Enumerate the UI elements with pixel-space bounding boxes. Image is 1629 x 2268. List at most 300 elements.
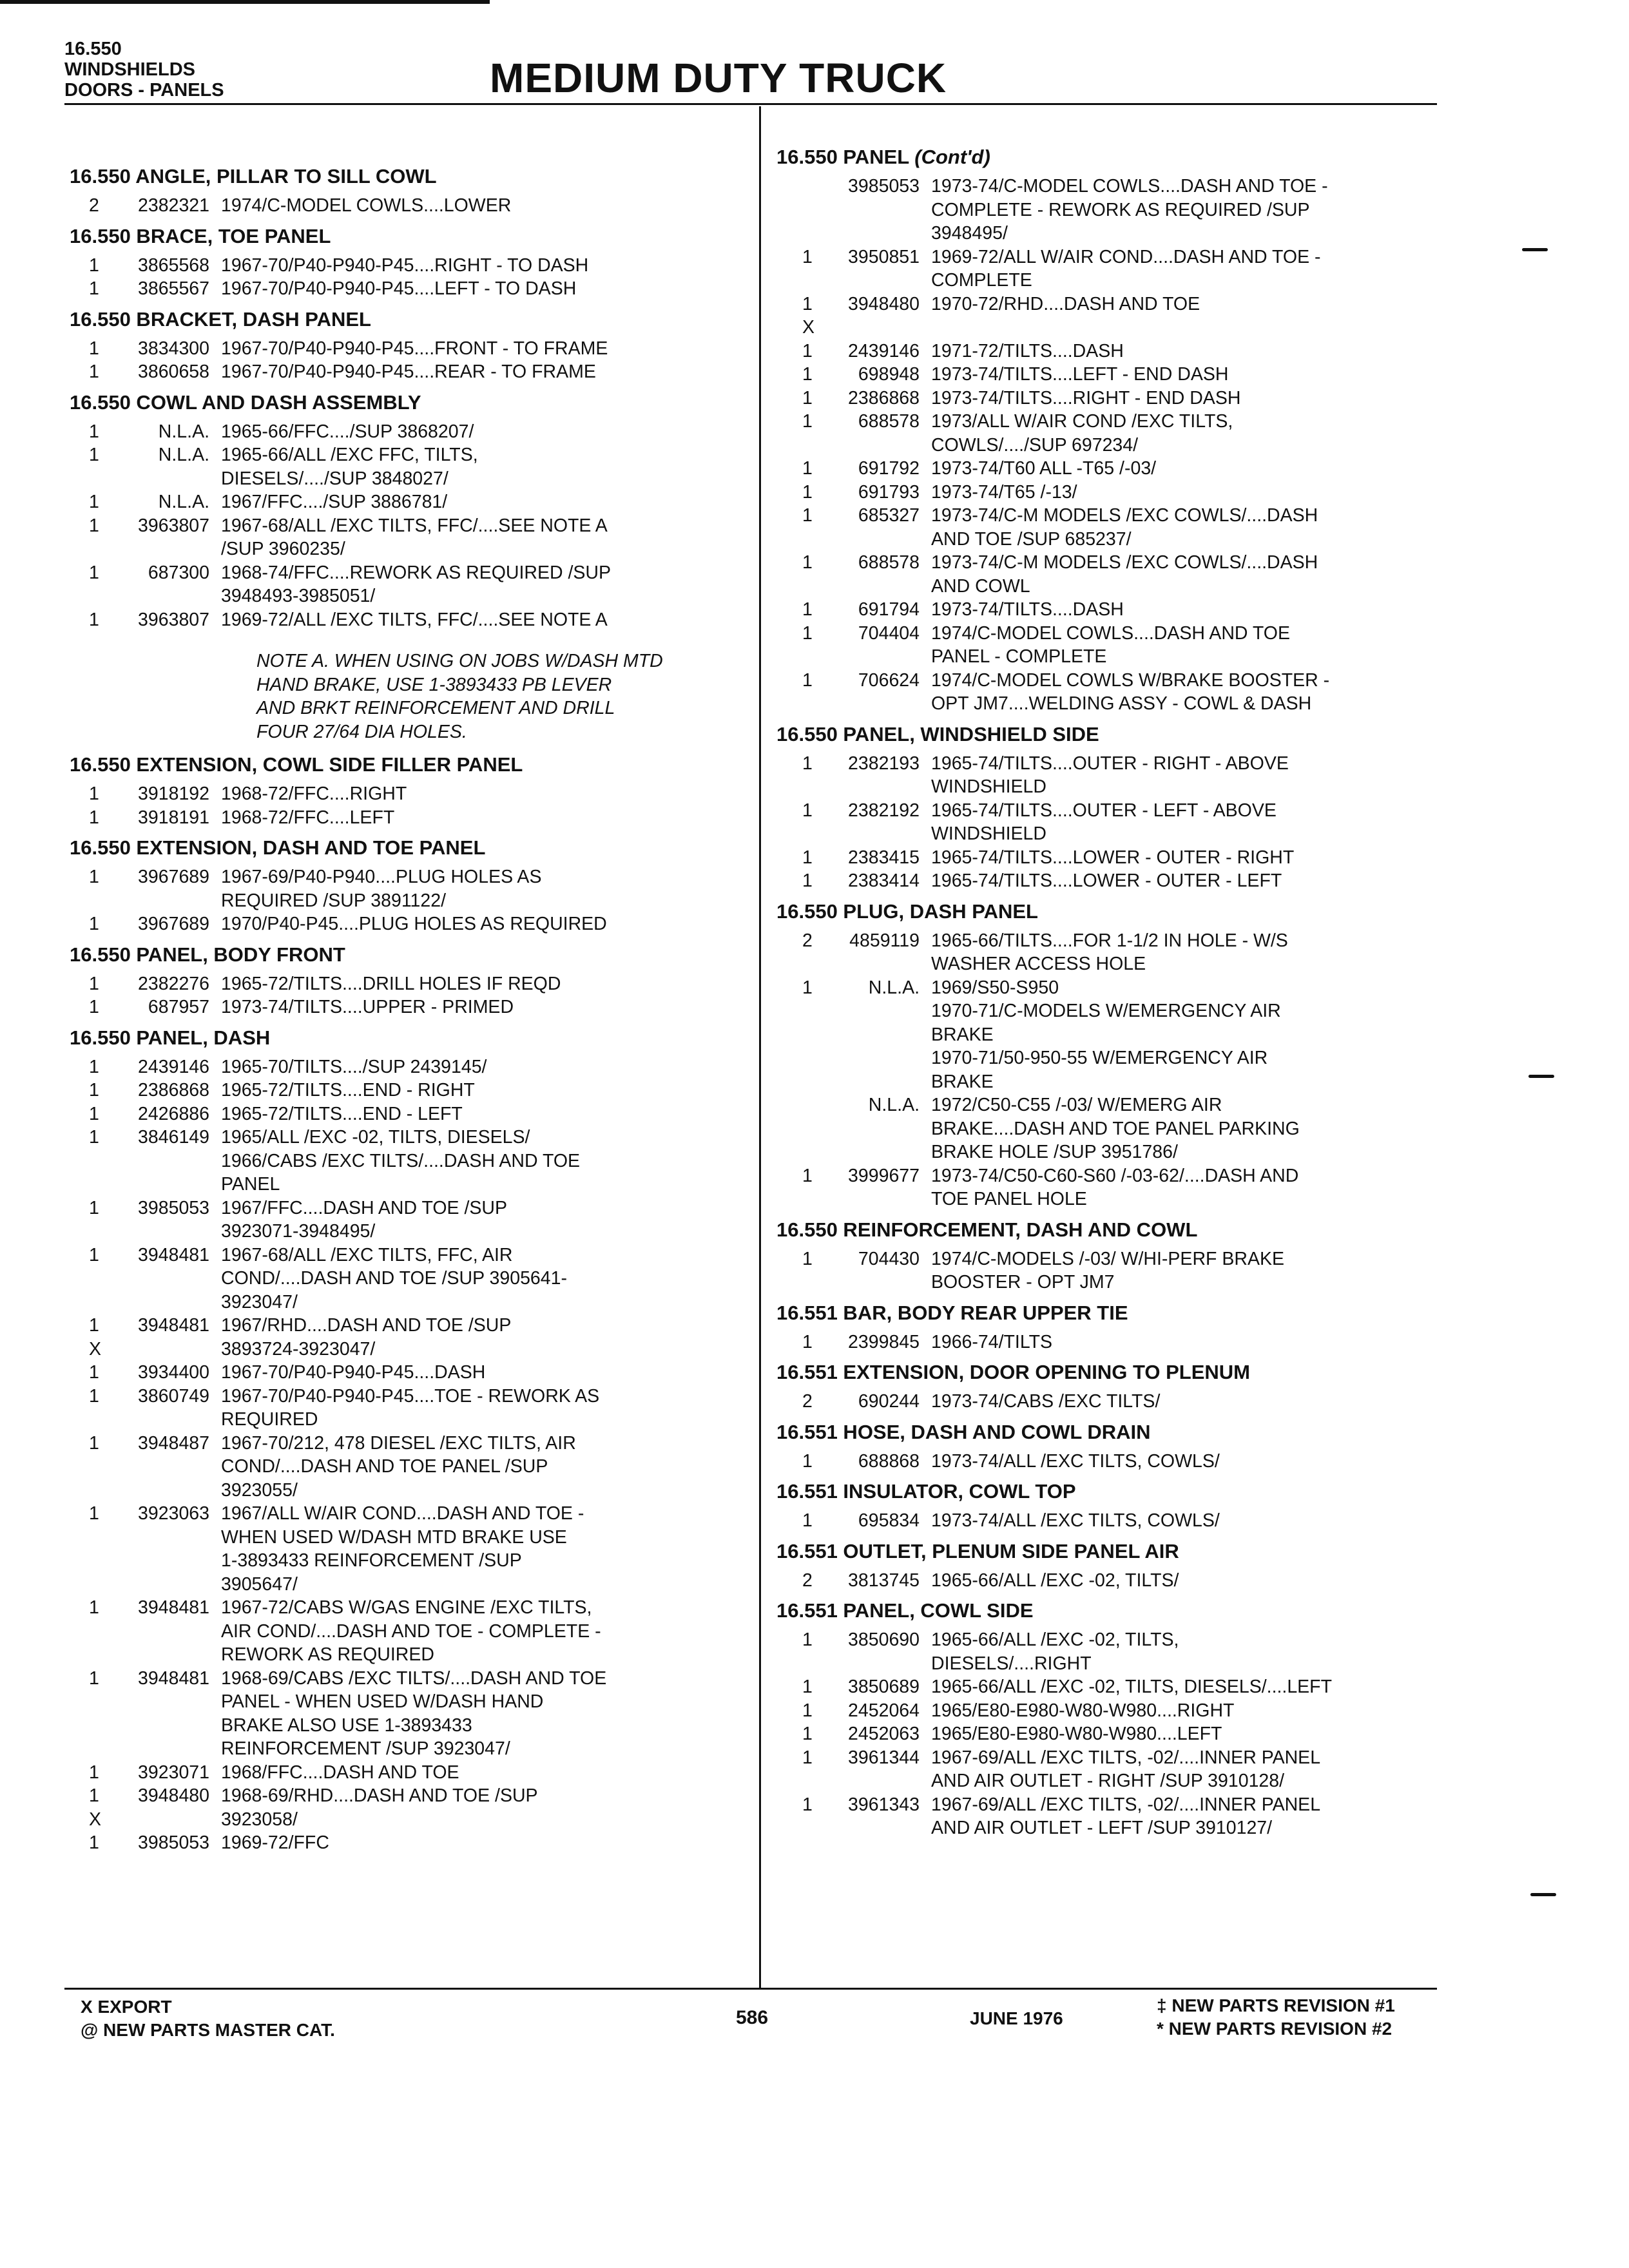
part-description: 1973-74/ALL /EXC TILTS, COWLS/ [931,1450,1220,1472]
part-qty: 1 [89,973,99,994]
part-qty [776,1093,818,1164]
part-number: 2382276 [138,973,209,994]
part-qty: 1 [802,1165,813,1186]
part-description: 1965-74/TILTS....LOWER - OUTER - RIGHT [931,847,1295,868]
part-row [776,1793,1460,1840]
part-description: 1967/RHD....DASH AND TOE /SUP 3893724-3923047/ [221,1315,512,1360]
part-row [70,1784,746,1831]
part-qty: 1 [89,783,99,804]
continued-label: (Cont'd) [914,146,990,168]
part-number: N.L.A. [868,1095,920,1115]
part-row [776,929,1460,976]
part-qty: 1 [89,1385,99,1407]
section-heading [776,1301,1460,1325]
parts-section [70,224,746,301]
part-row [776,1569,1460,1593]
part-qty: 1 [802,458,813,479]
part-qty: 1 X [89,1315,102,1360]
part-description: 1967-72/CABS W/GAS ENGINE /EXC TILTS, AIR COND/....DASH AND TOE - COMPLETE - REWORK AS REQUIRED [221,1597,601,1665]
section-heading-text: 16.550 PANEL, BODY FRONT [70,943,345,966]
part-number: 3923063 [138,1503,209,1524]
part-row [70,1667,746,1761]
section-heading [776,899,1460,924]
part-row [70,420,746,444]
part-number: 685327 [858,505,920,526]
part-number: 3865567 [138,278,209,299]
part-number: 2382193 [848,753,920,774]
parts-section [70,164,746,218]
part-number: 3961344 [848,1747,920,1768]
part-number: 3918191 [138,807,209,828]
part-description: 1973-74/C-MODEL COWLS....DASH AND TOE - COMPLETE - REWORK AS REQUIRED /SUP 3948495/ [931,176,1328,244]
part-description: 1970-72/RHD....DASH AND TOE [931,293,1200,314]
part-qty: 1 [802,481,813,503]
part-number: 3985053 [138,1197,209,1218]
part-description: 1965-70/TILTS..../SUP 2439145/ [221,1056,487,1077]
part-number: 3813745 [848,1570,920,1591]
section-heading [776,1420,1460,1445]
part-row [70,1079,746,1102]
part-number: 3834300 [138,338,209,359]
part-row [776,1509,1460,1533]
part-row [70,360,746,384]
section-heading [70,753,746,777]
part-qty [776,175,818,245]
parts-section [70,390,746,744]
margin-mark [1522,248,1548,251]
part-number: 3963807 [138,609,209,630]
part-qty: 1 [89,421,99,442]
parts-section [70,753,746,829]
part-row [776,504,1460,551]
part-number: 688578 [858,552,920,573]
part-qty: 1 [802,505,813,526]
page-number: 586 [736,2007,769,2028]
part-qty: 1 [89,1667,99,1689]
parts-section [776,722,1460,893]
part-row [776,481,1460,505]
part-description: 1973-74/TILTS....UPPER - PRIMED [221,997,514,1017]
part-number: 704404 [858,622,920,644]
header-section-block [64,39,224,101]
part-number: 3948481 [138,1315,209,1336]
section-heading-text: 16.551 INSULATOR, COWL TOP [776,1480,1076,1503]
part-number: N.L.A. [158,492,209,512]
parts-section [776,1301,1460,1354]
page-footer [0,1988,1629,2084]
part-qty: 1 [89,1127,99,1148]
footer-rule [64,1988,1437,1990]
part-qty: 1 [802,622,813,644]
part-row [70,561,746,608]
part-number: 2399845 [848,1331,920,1352]
section-line3: DOORS - PANELS [64,80,224,101]
parts-section [776,145,1460,716]
part-number: 3948481 [138,1597,209,1618]
part-description: 1973/ALL W/AIR COND /EXC TILTS, COWLS/..../SUP 697234/ [931,411,1233,456]
part-qty: 1 [802,411,813,432]
parts-section [776,1218,1460,1294]
section-heading-text: 16.550 PLUG, DASH PANEL [776,899,1038,923]
part-row [776,363,1460,387]
part-qty: 1 [89,867,99,887]
part-qty: 1 X [89,1785,102,1830]
section-heading-text: 16.550 PANEL, WINDSHIELD SIDE [776,722,1099,745]
part-number: 4859119 [849,930,920,951]
section-heading [776,722,1460,747]
part-row [70,1432,746,1503]
part-qty: 1 [802,800,813,821]
part-description: 1972/C50-C55 /-03/ W/EMERG AIR BRAKE....DASH AND TOE PANEL PARKING BRAKE HOLE /SUP 3951786/ [931,1095,1300,1162]
part-number: 695834 [858,1510,920,1531]
part-description: 1973-74/C-M MODELS /EXC COWLS/....DASH AND TOE /SUP 685237/ [931,505,1318,550]
part-qty: 2 [802,930,813,951]
part-qty: 1 [802,599,813,620]
part-row [776,387,1460,410]
part-row [776,1722,1460,1746]
part-qty: 1 [802,1700,813,1721]
part-number: 3948481 [138,1667,209,1689]
part-description: 1967/FFC..../SUP 3886781/ [221,492,448,512]
part-description: 1973-74/TILTS....RIGHT - END DASH [931,387,1241,408]
part-number: 691793 [858,481,920,503]
part-number: 687300 [148,562,209,583]
section-heading-text: 16.550 EXTENSION, COWL SIDE FILLER PANEL [70,753,523,776]
part-number: 3860749 [138,1385,209,1407]
part-qty: 1 [802,870,813,891]
section-heading [776,1360,1460,1385]
part-row [70,277,746,301]
part-description: 1967-70/P40-P940-P45....DASH [221,1362,486,1383]
section-heading [776,1539,1460,1564]
part-number: 704430 [858,1248,920,1269]
parts-section [70,307,746,384]
section-note: NOTE A. WHEN USING ON JOBS W/DASH MTD HAND BRAKE, USE 1-3893433 PB LEVER AND BRKT REINFORCEMENT AND DRILL FOUR 27/64 DIA HOLES. [256,651,663,742]
part-number: 690244 [858,1391,920,1412]
part-row [70,490,746,514]
part-description: 1965-72/TILTS....END - RIGHT [221,1080,475,1100]
part-description: 1973-74/TILTS....DASH [931,599,1124,620]
part-row [776,1247,1460,1294]
part-row [70,254,746,278]
part-description: 1968-69/RHD....DASH AND TOE /SUP 3923058/ [221,1785,538,1830]
section-heading [70,1026,746,1050]
part-qty: 1 [89,338,99,359]
part-row [70,865,746,912]
part-qty: 1 [89,361,99,382]
part-qty: 1 [802,753,813,774]
parts-section [776,1420,1460,1474]
part-number: 2426886 [138,1103,209,1124]
part-description: 1968-74/FFC....REWORK AS REQUIRED /SUP 3948493-3985051/ [221,562,611,606]
part-qty: 1 [802,1450,813,1472]
part-row [70,1102,746,1126]
part-qty: 1 [802,1747,813,1768]
part-row [776,1390,1460,1414]
part-number: N.L.A. [158,421,209,442]
part-number: 3850689 [848,1677,920,1697]
part-row [70,1502,746,1596]
part-qty: 1 [802,246,813,267]
part-description: 1967/ALL W/AIR COND....DASH AND TOE - WHEN USED W/DASH MTD BRAKE USE 1-3893433 REINFORCEMENT /SUP 3905647/ [221,1503,584,1595]
part-description: 1970/P40-P45....PLUG HOLES AS REQUIRED [221,914,607,934]
part-row [776,846,1460,870]
part-number: 688578 [858,411,920,432]
part-number: 2452063 [848,1724,920,1744]
part-number: 3950851 [848,246,920,267]
section-heading-text: 16.550 ANGLE, PILLAR TO SILL COWL [70,165,437,187]
part-description: 1973-74/ALL /EXC TILTS, COWLS/ [931,1510,1220,1531]
section-heading [776,145,1460,169]
section-heading-text: 16.550 PANEL [776,146,909,168]
part-row [776,551,1460,598]
part-number: 3967689 [138,867,209,887]
section-heading [70,390,746,415]
part-description: 1973-74/CABS /EXC TILTS/ [931,1391,1161,1412]
part-qty: 1 [89,445,99,465]
part-row [70,1055,746,1079]
part-qty: 1 [802,1677,813,1697]
part-row [70,1244,746,1314]
part-qty: 2 [802,1570,813,1591]
part-number: 3985053 [848,176,920,197]
part-number: 2386868 [848,387,920,408]
part-qty: 1 [802,1248,813,1269]
part-number: 3999677 [848,1165,920,1186]
parts-section [70,943,746,1019]
part-description: 1967-68/ALL /EXC TILTS, FFC, AIR COND/....DASH AND TOE /SUP 3905641- 3923047/ [221,1244,567,1312]
part-row [776,1746,1460,1793]
part-number: 3948480 [848,293,920,314]
part-qty: 1 [89,1244,99,1265]
part-qty: 1 [89,1503,99,1524]
part-row [776,598,1460,622]
part-description: 1965-66/ALL /EXC -02, TILTS, DIESELS/....LEFT [931,1677,1333,1697]
right-column [776,145,1460,1847]
part-qty: 1 [89,807,99,828]
part-description: 1965-74/TILTS....OUTER - LEFT - ABOVE WINDSHIELD [931,800,1277,844]
part-row [70,337,746,361]
part-number: 2452064 [848,1700,920,1721]
left-column [70,164,746,1861]
section-heading-text: 16.550 BRACE, TOE PANEL [70,224,331,247]
part-qty: 2 [89,195,99,216]
part-qty: 1 [802,847,813,868]
section-heading-text: 16.551 BAR, BODY REAR UPPER TIE [776,1301,1128,1324]
part-row [776,799,1460,846]
part-description: 1965-74/TILTS....OUTER - RIGHT - ABOVE WINDSHIELD [931,753,1289,797]
part-qty: 1 [802,364,813,385]
part-number: 2383415 [848,847,920,868]
part-qty: 1 [802,977,813,998]
part-number: 2382321 [138,195,209,216]
part-description: 1967-69/ALL /EXC TILTS, -02/....INNER PANEL AND AIR OUTLET - LEFT /SUP 3910127/ [931,1794,1321,1838]
part-description: 1969/S50-S950 1970-71/C-MODELS W/EMERGENCY AIR BRAKE 1970-71/50-950-55 W/EMERGENCY AIR BRAKE [931,977,1281,1092]
part-number: 691792 [858,458,920,479]
part-description: 1965-74/TILTS....LOWER - OUTER - LEFT [931,870,1282,891]
margin-mark [1530,1893,1556,1896]
section-heading-text: 16.550 BRACKET, DASH PANEL [70,307,371,331]
part-row [776,1699,1460,1723]
part-description: 1965-66/ALL /EXC -02, TILTS/ [931,1570,1179,1591]
part-description: 1966-74/TILTS [931,1331,1052,1352]
part-description: 1965-66/ALL /EXC -02, TILTS, DIESELS/....RIGHT [931,1629,1179,1674]
part-number: 3948480 [138,1785,209,1806]
section-heading [70,164,746,189]
part-row [70,1761,746,1785]
part-qty: 1 [89,1597,99,1618]
part-description: 1965-66/FFC..../SUP 3868207/ [221,421,474,442]
part-qty: 1 [802,669,813,691]
part-row [776,669,1460,716]
page-title: MEDIUM DUTY TRUCK [490,55,947,101]
parts-section [70,836,746,936]
part-qty: 1 [89,609,99,630]
top-rule [0,0,490,4]
part-number: 2386868 [138,1080,209,1100]
part-row [776,869,1460,893]
part-row [776,245,1460,293]
parts-section [776,1479,1460,1533]
part-number: 3918192 [138,783,209,804]
part-description: 1967-70/P40-P940-P45....TOE - REWORK AS REQUIRED [221,1385,600,1430]
part-description: 1967-68/ALL /EXC TILTS, FFC/....SEE NOTE A /SUP 3960235/ [221,515,608,559]
section-heading-text: 16.551 PANEL, COWL SIDE [776,1599,1034,1622]
part-description: 1967-70/P40-P940-P45....REAR - TO FRAME [221,361,596,382]
part-qty: 1 [802,1724,813,1744]
part-number: 2383414 [848,870,920,891]
part-qty: 1 [89,278,99,299]
part-row [776,752,1460,799]
part-description: 1965/ALL /EXC -02, TILTS, DIESELS/ 1966/CABS /EXC TILTS/....DASH AND TOE PANEL [221,1127,581,1195]
part-description: 1967-70/212, 478 DIESEL /EXC TILTS, AIR COND/....DASH AND TOE PANEL /SUP 3923055/ [221,1432,576,1501]
part-qty: 1 [802,552,813,573]
part-row [70,782,746,806]
part-row [70,995,746,1019]
part-description: 1973-74/T60 ALL -T65 /-03/ [931,458,1157,479]
part-number: 2439146 [138,1056,209,1077]
part-row [776,1164,1460,1211]
part-row [776,976,1460,1094]
footer-legend-left: X EXPORT @ NEW PARTS MASTER CAT. [81,1997,335,2040]
part-number: 687957 [148,997,209,1017]
part-row [70,443,746,490]
part-qty: 1 [89,492,99,512]
part-description: 1974/C-MODEL COWLS....LOWER [221,195,512,216]
part-row [70,1596,746,1667]
part-number: 3961343 [848,1794,920,1815]
footer-date: JUNE 1976 [970,2008,1063,2028]
part-description: 1965-72/TILTS....DRILL HOLES IF REQD [221,973,561,994]
section-line2: WINDSHIELDS [64,59,195,80]
part-description: 1968-72/FFC....LEFT [221,807,395,828]
part-number: 3850690 [848,1629,920,1650]
part-description: 1967-70/P40-P940-P45....FRONT - TO FRAME [221,338,608,359]
part-description: 1965-66/TILTS....FOR 1-1/2 IN HOLE - W/S WASHER ACCESS HOLE [931,930,1288,974]
part-row [70,608,746,632]
parts-section [776,1599,1460,1840]
section-heading [70,224,746,249]
part-description: 1974/C-MODEL COWLS....DASH AND TOE PANEL - COMPLETE [931,622,1290,667]
part-qty: 1 [89,1762,99,1783]
part-row [776,1675,1460,1699]
part-row [70,1361,746,1385]
part-qty: 1 [802,340,813,361]
part-row [70,514,746,561]
part-number: 3948487 [138,1432,209,1454]
part-qty: 1 [802,387,813,408]
part-qty: 2 [802,1391,813,1412]
part-description: 1973-74/T65 /-13/ [931,481,1077,503]
part-qty: 1 [89,997,99,1017]
part-description: 1973-74/C-M MODELS /EXC COWLS/....DASH AND COWL [931,552,1318,597]
part-number: 691794 [858,599,920,620]
part-qty: 1 [802,1510,813,1531]
part-number: 706624 [858,669,920,691]
part-row [776,1628,1460,1675]
section-heading [776,1479,1460,1504]
part-row [776,1331,1460,1354]
section-heading [70,307,746,332]
part-description: 1967-69/ALL /EXC TILTS, -02/....INNER PANEL AND AIR OUTLET - RIGHT /SUP 3910128/ [931,1747,1321,1791]
part-number: 3865568 [138,255,209,276]
part-description: 1973-74/C50-C60-S60 /-03-62/....DASH AND TOE PANEL HOLE [931,1165,1299,1209]
part-qty: 1 X [802,293,815,338]
section-heading-text: 16.551 EXTENSION, DOOR OPENING TO PLENUM [776,1361,1250,1383]
part-number: N.L.A. [868,977,920,998]
part-qty: 1 [89,1103,99,1124]
part-description: 1969-72/ALL W/AIR COND....DASH AND TOE - COMPLETE [931,246,1321,291]
section-heading [70,943,746,967]
section-heading-text: 16.551 OUTLET, PLENUM SIDE PANEL AIR [776,1539,1179,1562]
section-heading-text: 16.550 REINFORCEMENT, DASH AND COWL [776,1218,1198,1241]
part-qty: 1 [802,1794,813,1815]
part-description: 1967-69/P40-P940....PLUG HOLES AS REQUIRED /SUP 3891122/ [221,867,542,911]
part-qty: 1 [89,255,99,276]
section-heading [776,1599,1460,1623]
part-qty: 1 [89,914,99,934]
part-row [70,1314,746,1361]
header-rule [64,103,1437,105]
part-description: 1967/FFC....DASH AND TOE /SUP 3923071-3948495/ [221,1197,508,1242]
margin-mark [1528,1075,1554,1078]
footer-legend-right: ‡ NEW PARTS REVISION #1 * NEW PARTS REVISION #2 [1157,1995,1395,2039]
part-description: 1967-70/P40-P940-P45....RIGHT - TO DASH [221,255,589,276]
part-description: 1965-66/ALL /EXC FFC, TILTS, DIESELS/..../SUP 3848027/ [221,445,478,489]
part-number: 3923071 [138,1762,209,1783]
section-code: 16.550 [64,39,122,59]
part-description: 1968-69/CABS /EXC TILTS/....DASH AND TOE PANEL - WHEN USED W/DASH HAND BRAKE ALSO USE 1-3893433 REINFORCEMENT /SUP 3923047/ [221,1667,607,1759]
part-description: 1974/C-MODEL COWLS W/BRAKE BOOSTER - OPT JM7....WELDING ASSY - COWL & DASH [931,669,1330,714]
part-qty: 1 [89,1197,99,1218]
part-row [776,340,1460,363]
part-qty: 1 [802,1629,813,1650]
part-number: 688868 [858,1450,920,1472]
part-number: 3948481 [138,1244,209,1265]
parts-section [70,1026,746,1855]
section-heading [70,836,746,860]
section-heading-text: 16.550 PANEL, DASH [70,1026,271,1049]
part-number: 2382192 [848,800,920,821]
part-qty: 1 [89,1080,99,1100]
part-qty: 1 [89,1432,99,1454]
part-number: 3846149 [138,1127,209,1148]
part-row [776,293,1460,340]
column-divider [759,106,761,1988]
part-qty: 1 [89,1832,99,1853]
part-number: 2439146 [848,340,920,361]
part-row [70,1831,746,1855]
